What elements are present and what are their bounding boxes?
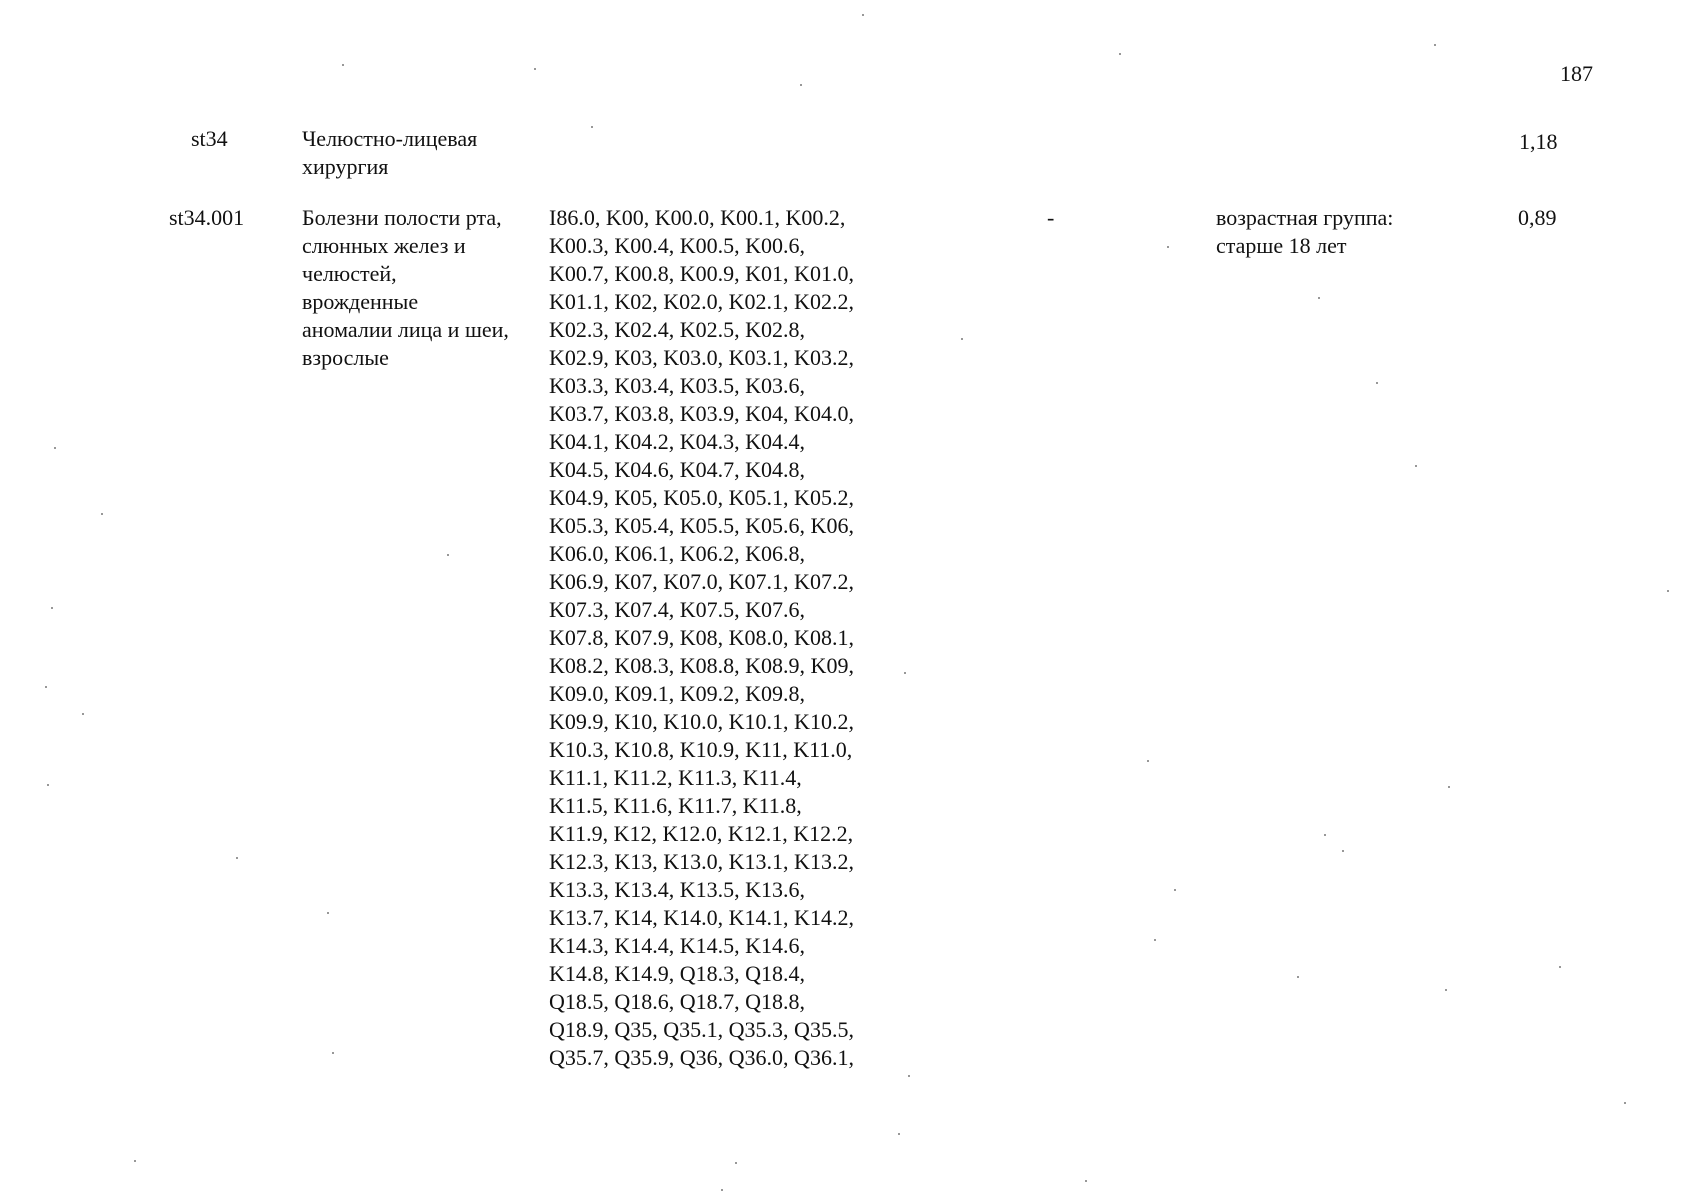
speck bbox=[1119, 53, 1121, 55]
text-line: K02.9, K03, K03.0, K03.1, K03.2, bbox=[549, 345, 854, 370]
text-line: K09.0, K09.1, K09.2, K09.8, bbox=[549, 681, 806, 706]
group-code: st34.001 bbox=[169, 205, 245, 230]
text-line: Q18.5, Q18.6, Q18.7, Q18.8, bbox=[549, 989, 806, 1014]
text-line: K01.1, K02, K02.0, K02.1, K02.2, bbox=[549, 289, 854, 314]
text-line: врожденные bbox=[302, 289, 419, 314]
speck bbox=[961, 338, 963, 340]
speck bbox=[134, 1160, 136, 1162]
speck bbox=[1415, 465, 1417, 467]
speck bbox=[1085, 1180, 1087, 1182]
text-line: K11.9, K12, K12.0, K12.1, K12.2, bbox=[549, 821, 854, 846]
text-line: Q35.7, Q35.9, Q36, Q36.0, Q36.1, bbox=[549, 1045, 854, 1070]
text-line: K02.3, K02.4, K02.5, K02.8, bbox=[549, 317, 806, 342]
speck bbox=[327, 912, 329, 914]
speck bbox=[51, 607, 53, 609]
text-line: K11.5, K11.6, K11.7, K11.8, bbox=[549, 793, 802, 818]
speck bbox=[1154, 939, 1156, 941]
text-line: слюнных желез и bbox=[302, 233, 466, 258]
speck bbox=[898, 1133, 900, 1135]
speck bbox=[908, 1075, 910, 1077]
section-code: st34 bbox=[191, 126, 228, 151]
text-line: K04.1, K04.2, K04.3, K04.4, bbox=[549, 429, 806, 454]
group-icd-codes bbox=[549, 204, 854, 1072]
speck bbox=[1324, 834, 1326, 836]
text-line: K13.7, K14, K14.0, K14.1, K14.2, bbox=[549, 905, 854, 930]
text-line: I86.0, K00, K00.0, K00.1, K00.2, bbox=[549, 205, 846, 230]
speck bbox=[447, 554, 449, 556]
text-line: K06.9, K07, K07.0, K07.1, K07.2, bbox=[549, 569, 854, 594]
text-line: Болезни полости рта, bbox=[302, 205, 502, 230]
text-line: K13.3, K13.4, K13.5, K13.6, bbox=[549, 877, 806, 902]
text-line: старше 18 лет bbox=[1216, 233, 1347, 258]
speck bbox=[1667, 590, 1669, 592]
speck bbox=[1445, 989, 1447, 991]
text-line: K05.3, K05.4, K05.5, K05.6, K06, bbox=[549, 513, 854, 538]
group-other-value: - bbox=[1047, 205, 1055, 230]
speck bbox=[862, 14, 864, 16]
text-line: K08.2, K08.3, K08.8, K08.9, K09, bbox=[549, 653, 854, 678]
group-name bbox=[302, 204, 509, 372]
text-line: K06.0, K06.1, K06.2, K06.8, bbox=[549, 541, 806, 566]
speck bbox=[236, 857, 238, 859]
section-name: Челюстно-лицевая хирургия bbox=[302, 126, 478, 179]
text-line: K10.3, K10.8, K10.9, K11, K11.0, bbox=[549, 737, 853, 762]
text-line: K11.1, K11.2, K11.3, K11.4, bbox=[549, 765, 802, 790]
speck bbox=[101, 513, 103, 515]
speck bbox=[1434, 44, 1436, 46]
text-line: K03.7, K03.8, K03.9, K04, K04.0, bbox=[549, 401, 854, 426]
text-line: K12.3, K13, K13.0, K13.1, K13.2, bbox=[549, 849, 854, 874]
speck bbox=[1624, 1102, 1626, 1104]
speck bbox=[1167, 246, 1169, 248]
text-line: аномалии лица и шеи, bbox=[302, 317, 509, 342]
text-line: K03.3, K03.4, K03.5, K03.6, bbox=[549, 373, 806, 398]
speck bbox=[82, 713, 84, 715]
text-line: K07.3, K07.4, K07.5, K07.6, bbox=[549, 597, 806, 622]
text-line: K09.9, K10, K10.0, K10.1, K10.2, bbox=[549, 709, 854, 734]
text-line: K00.7, K00.8, K00.9, K01, K01.0, bbox=[549, 261, 854, 286]
text-line: K00.3, K00.4, K00.5, K00.6, bbox=[549, 233, 806, 258]
text-line: K04.5, K04.6, K04.7, K04.8, bbox=[549, 457, 806, 482]
group-criteria bbox=[1216, 204, 1393, 260]
speck bbox=[735, 1162, 737, 1164]
text-line: K14.8, K14.9, Q18.3, Q18.4, bbox=[549, 961, 806, 986]
speck bbox=[1174, 889, 1176, 891]
speck bbox=[1342, 850, 1344, 852]
speck bbox=[904, 672, 906, 674]
speck bbox=[1559, 966, 1561, 968]
text-line: K14.3, K14.4, K14.5, K14.6, bbox=[549, 933, 806, 958]
speck bbox=[534, 68, 536, 70]
text-line: K04.9, K05, K05.0, K05.1, K05.2, bbox=[549, 485, 854, 510]
speck bbox=[1448, 786, 1450, 788]
speck bbox=[1297, 976, 1299, 978]
section-coefficient: 1,18 bbox=[1519, 129, 1558, 154]
speck bbox=[591, 126, 593, 128]
speck bbox=[45, 686, 47, 688]
group-coefficient: 0,89 bbox=[1518, 205, 1557, 230]
text-line: взрослые bbox=[302, 345, 389, 370]
speck bbox=[800, 84, 802, 86]
speck bbox=[47, 784, 49, 786]
text-line: челюстей, bbox=[302, 261, 397, 286]
text-line: K07.8, K07.9, K08, K08.0, K08.1, bbox=[549, 625, 854, 650]
speck bbox=[342, 64, 344, 66]
text-line: Q18.9, Q35, Q35.1, Q35.3, Q35.5, bbox=[549, 1017, 854, 1042]
page-number: 187 bbox=[1560, 61, 1593, 86]
speck bbox=[332, 1052, 334, 1054]
text-line: возрастная группа: bbox=[1216, 205, 1394, 230]
speck bbox=[721, 1189, 723, 1191]
speck bbox=[1318, 297, 1320, 299]
speck bbox=[1376, 382, 1378, 384]
speck bbox=[54, 447, 56, 449]
speck bbox=[1147, 760, 1149, 762]
